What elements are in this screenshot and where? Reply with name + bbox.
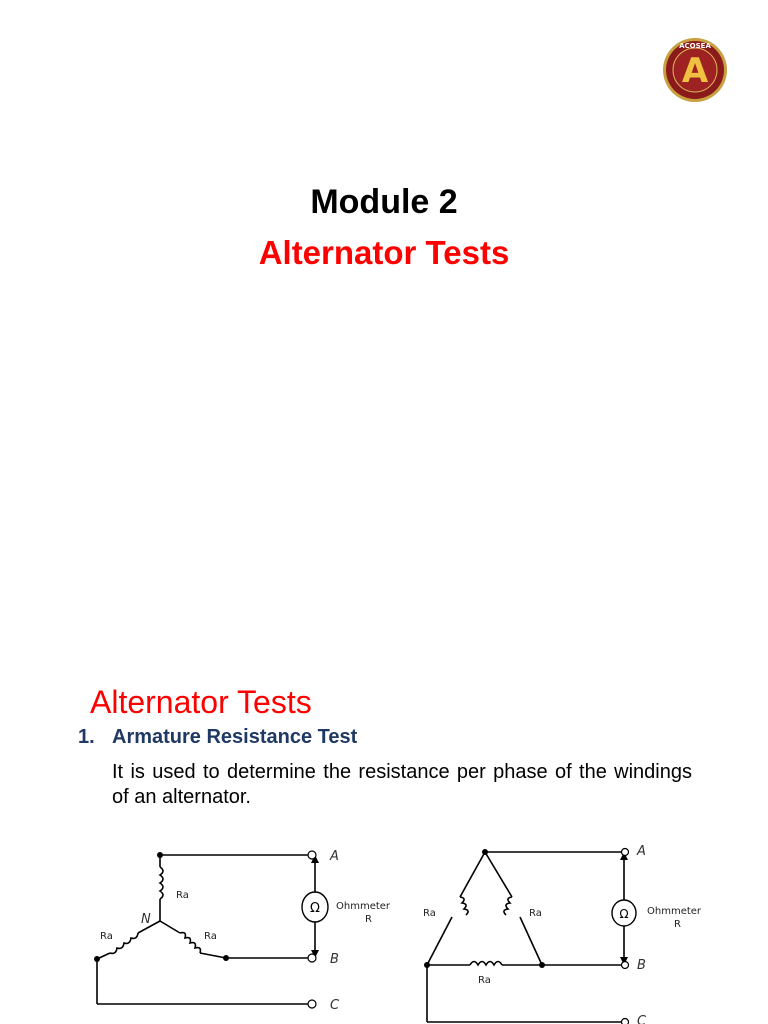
ra-label-bottom: Ra	[478, 975, 491, 986]
item-title: Armature Resistance Test	[112, 726, 358, 748]
item-number: 1.	[78, 726, 95, 748]
terminal-c-label: C	[330, 998, 340, 1013]
ohmmeter-label: Ohmmeter	[336, 901, 391, 912]
slide-heading: Alternator Tests	[90, 684, 312, 720]
ra-label-top: Ra	[176, 890, 189, 901]
content-slide	[0, 650, 768, 1024]
r-label: R	[365, 914, 372, 925]
wye-connection-diagram	[80, 837, 410, 1024]
terminal-b-label: B	[637, 958, 646, 973]
ohm-symbol: Ω	[310, 901, 320, 916]
module-subtitle: Alternator Tests	[258, 234, 510, 271]
terminal-b-label: B	[330, 952, 339, 967]
module-title: Module 2	[310, 183, 458, 221]
terminal-a-label: A	[637, 844, 646, 859]
terminal-a-label: A	[330, 849, 339, 864]
neutral-label: N	[141, 912, 151, 927]
body-text: It is used to determine the resistance per phase of the windings of an alternator.	[112, 761, 692, 808]
svg-text:ACOSEA: ACOSEA	[679, 42, 711, 50]
delta-connection-diagram	[410, 837, 720, 1024]
r-label: R	[674, 919, 681, 930]
ra-label-left: Ra	[100, 931, 113, 942]
ra-label-left: Ra	[423, 908, 436, 919]
ohm-symbol: Ω	[619, 907, 629, 921]
svg-text:A: A	[681, 51, 709, 91]
terminal-c-label: C	[637, 1014, 647, 1024]
ohmmeter-label: Ohmmeter	[647, 906, 702, 917]
numbered-item	[78, 726, 357, 749]
ra-label-right: Ra	[204, 931, 217, 942]
ra-label-right: Ra	[529, 908, 542, 919]
acosea-logo-icon	[661, 36, 729, 104]
